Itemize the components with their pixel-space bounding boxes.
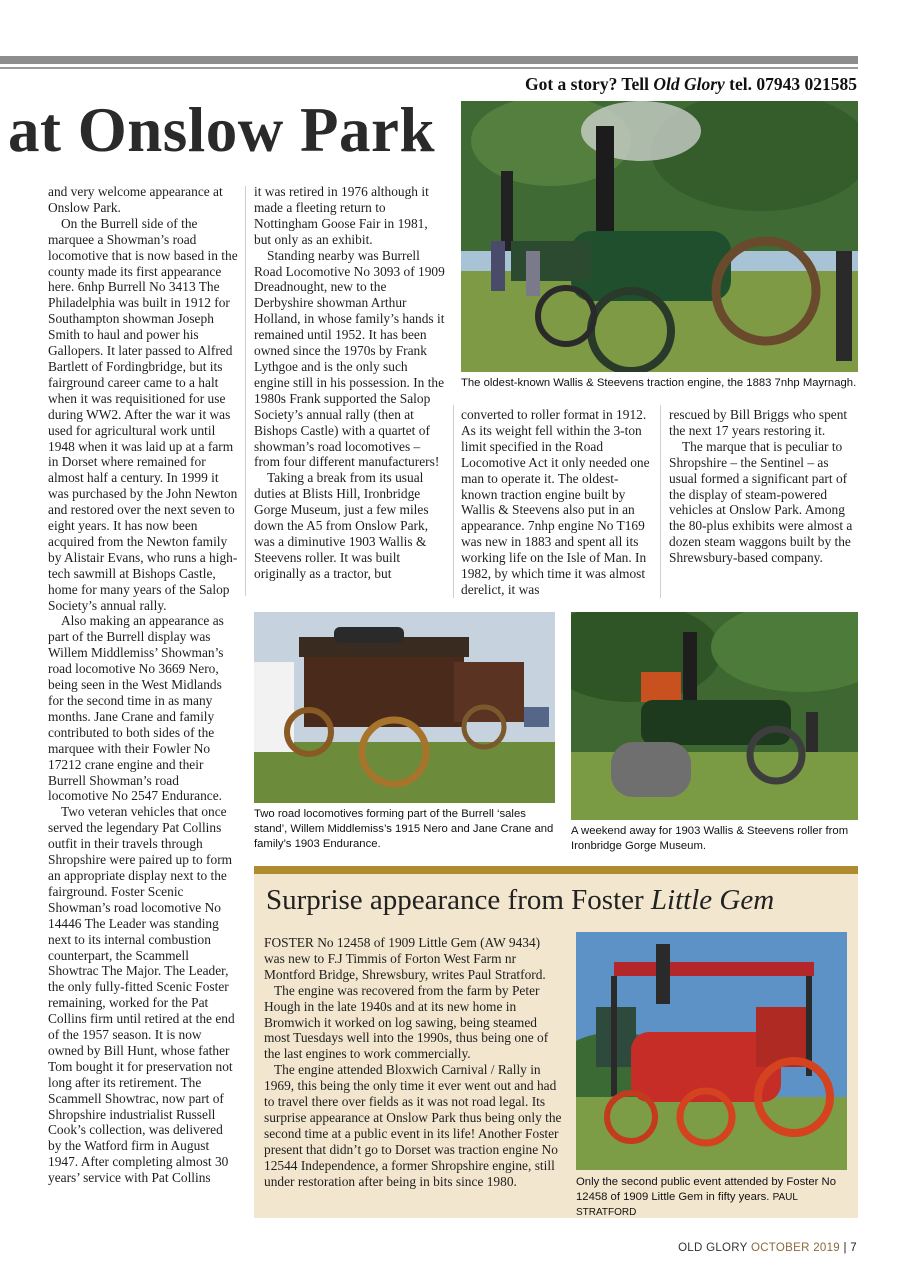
photo-wallis-steevens-traction-engine (461, 101, 858, 372)
caption-top-photo: The oldest-known Wallis & Steevens traction engine, the 1883 7nhp Mayrnagh. (461, 377, 857, 389)
folio-magazine: OLD GLORY (678, 1242, 748, 1254)
contact-tagline: Got a story? Tell Old Glory tel. 07943 021585 (524, 74, 857, 94)
photo-wallis-steevens-roller (571, 612, 858, 820)
col1-paragraph: and very welcome appearance at Onslow Park. (48, 184, 223, 215)
photo-credit: PAUL STRATFORD (576, 1192, 798, 1218)
column-divider (245, 186, 246, 596)
top-rule (0, 56, 858, 64)
col4-paragraph: rescued by Bill Briggs who spent the next 17 years restoring it. (669, 407, 848, 438)
col1-paragraph: On the Burrell side of the marquee a Showman’s road locomotive that is now based in the county made its first appearance here. 6nhp Burrell No 3413 The Philadelphia was built in 1912 for Southampton showman Joseph Smith to haul and power his Gallopers. It later passed to Alfred Bartlett of Fordingbridge, but its fairground career came to a halt when it was requisitioned for use during WW2. After the war it was used for agricultural work until 1948 when it was laid up at a farm in Dorset where remained for almost half a century. In 1999 it was purchased by the John Newton and restored over the next seven to eight years. It has now been acquired from the Newton family by Alistair Evans, who runs a high-tech sawmill at Bishops Castle, home for many years of the Salop Society’s annual rally. (48, 215, 238, 613)
caption-left-photo: Two road locomotives forming part of the Burrell ‘sales stand’, Willem Middlemiss’s 1915 Nero and Jane Crane and family’s 1903 Endurance. (254, 808, 554, 850)
article-column-2 (254, 184, 446, 599)
page-headline: at Onslow Park (8, 95, 436, 165)
folio-issue: OCTOBER 2019 (750, 1242, 840, 1254)
folio-separator: | (843, 1242, 847, 1254)
top-rule-thin (0, 67, 858, 69)
article-column-4 (669, 407, 859, 599)
col3-paragraph: converted to roller format in 1912. As its weight fell within the 3-ton limit specified in the Road Locomotive Act it only needed one man to operate it. The oldest-known traction engine built by Wallis & Steevens also put in an appearance. 7nhp engine No T169 was new in 1883 and spent all its working life on the Isle of Man. In 1982, by which time it was almost derelict, it was (461, 407, 650, 597)
photo-burrell-road-locomotives (254, 612, 555, 803)
page-folio (678, 1242, 857, 1254)
col4-paragraph: The marque that is peculiar to Shropshire – the Sentinel – as usual formed a significant part of the display of steam-powered vehicles at Onslow Park. Among the 80-plus exhibits were almost a dozen steam waggons built by the Shrewsbury-based company. (669, 438, 853, 566)
column-divider (453, 405, 454, 598)
col2-paragraph: Taking a break from its usual duties at Blists Hill, Ironbridge Gorge Museum, just a few miles down the A5 from Onslow Park, was a diminutive 1903 Wallis & Steevens roller. It was built originally as a tractor, but (254, 470, 429, 581)
sidebar-paragraph: FOSTER No 12458 of 1909 Little Gem (AW 9434) was new to F.J Timmis of Forton West Farm nr Montford Bridge, Shrewsbury, writes Paul Stratford. (264, 935, 546, 982)
col2-paragraph: Standing nearby was Burrell Road Locomotive No 3093 of 1909 Dreadnought, new to the Derbyshire showman Arthur Holland, in whose family’s hands it remained until 1952. It has been owned since the 1970s by Frank Lythgoe and is the only such engine still in his possession. In the 1980s Frank supported the Salop Society’s annual rally (then at Bishops Castle) with a quartet of showman’s road locomotives – from four different manufacturers! (254, 247, 445, 470)
caption-sidebar-photo: Only the second public event attended by Foster No 12458 of 1909 Little Gem in fifty years. PAUL STRATFORD (576, 1176, 836, 1218)
column-divider (660, 405, 661, 598)
sidebar-text (264, 935, 564, 1210)
caption-right-photo: A weekend away for 1903 Wallis & Steevens roller from Ironbridge Gorge Museum. (571, 825, 849, 852)
article-column-1 (48, 184, 238, 1224)
col2-paragraph: it was retired in 1976 although it made a fleeting return to Nottingham Goose Fair in 1981, but only as an exhibit. (254, 184, 429, 247)
sidebar-title: Surprise appearance from Foster Little Gem (266, 884, 775, 916)
sidebar-paragraph: The engine was recovered from the farm by Peter Hough in the late 1940s and at its new home in Bromwich it worked on log sawing, being steamed most Tuesdays well into the 1990s, thus being one of the last engines to work commercially. (264, 982, 549, 1062)
col1-paragraph: Also making an appearance as part of the Burrell display was Willem Middlemiss’ Showman’s road locomotive No 3669 Nero, being seen in the West Midlands for the second time in as many months. Jane Crane and family contributed to both sides of the marquee with their Fowler No 17212 crane engine and their Burrell Showman’s road locomotive No 2547 Endurance. (48, 613, 224, 804)
sidebar-paragraph: The engine attended Bloxwich Carnival / Rally in 1969, this being the only time it ever went out and had to travel there over fields as it was not road legal. Its surprise appearance at Onslow Park thus being only the second time at a public event in its life! Another Foster present that didn’t go to Dorset was traction engine No 12544 Independence, a former Shropshire engine, still under restoration after being in bits since 1980. (264, 1062, 562, 1189)
article-column-3 (461, 407, 654, 599)
folio-page-number: 7 (850, 1242, 857, 1254)
col1-paragraph: Two veteran vehicles that once served the legendary Pat Collins outfit in their travels through Shropshire were paired up to form an appropriate display next to the fairground. Foster Scenic Showman’s road locomotive No 14446 The Leader was standing next to its internal combustion counterpart, the Scammell Showtrac The Major. The Leader, the only fully-fitted Scenic Foster remaining, worked for the Pat Collins firm until retired at the end of the 1957 season. It is now owned by Bill Hunt, whose father Tom bought it for preservation not long after its retirement. The Scammell Showtrac, now part of Shropshire industrialist Russell Cook’s collection, was delivered by the Watford firm in August 1947. After completing almost 30 years’ service with Pat Collins (48, 804, 235, 1186)
photo-foster-little-gem (576, 932, 847, 1170)
sidebar-top-rule (254, 866, 858, 874)
